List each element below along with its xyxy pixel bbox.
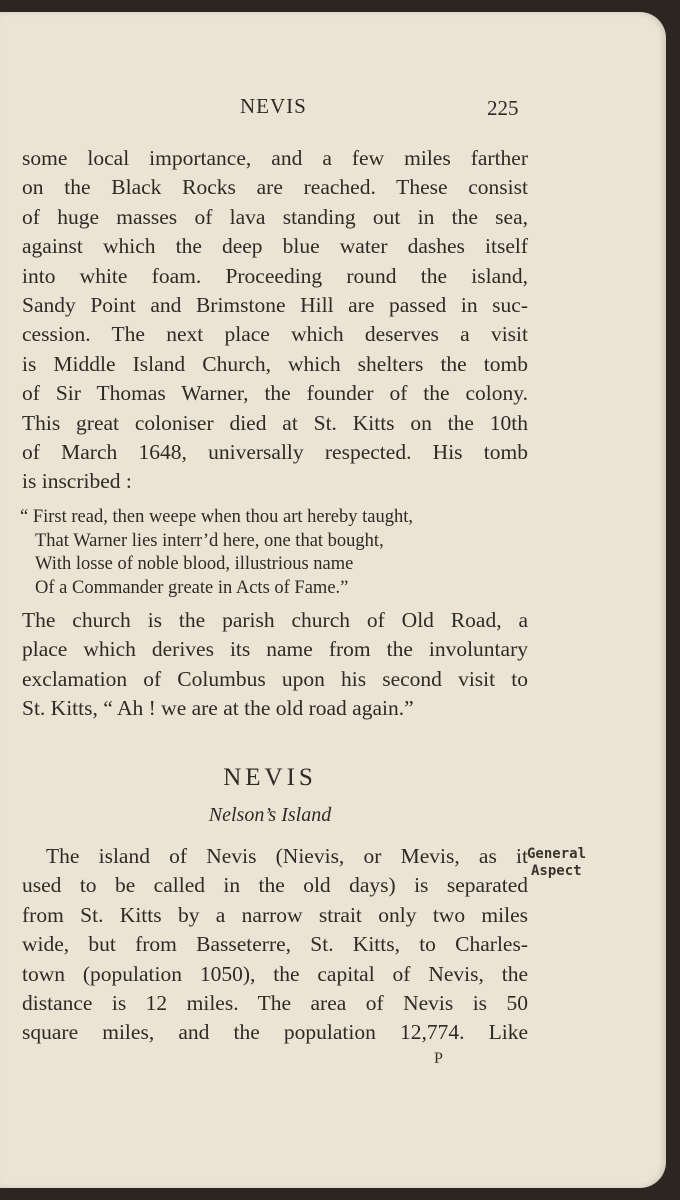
text-line: used to be called in the old days) is separated <box>22 873 528 898</box>
text-line: from St. Kitts by a narrow strait only two miles <box>22 902 528 927</box>
text-line: St. Kitts, “ Ah ! we are at the old road again.” <box>22 696 414 721</box>
paragraph-church <box>22 144 528 497</box>
page-number: 225 <box>487 96 519 120</box>
text-line: exclamation of Columbus upon his second visit to <box>22 666 528 691</box>
text-line: of March 1648, universally respected. His tomb <box>22 440 528 465</box>
text-line: The church is the parish church of Old Road, a <box>22 608 528 632</box>
verse-line: That Warner lies interr’d here, one that bought, <box>35 530 384 551</box>
margin-note-line: General <box>527 846 587 862</box>
paragraph-old-road <box>22 606 528 724</box>
section-subtitle: Nelson’s Island <box>208 804 332 826</box>
text-line: of huge masses of lava standing out in the sea, <box>22 204 528 229</box>
text-line: some local importance, and a few miles farther <box>22 146 528 170</box>
text-line: cession. The next place which deserves a visit <box>22 322 528 347</box>
text-line: town (population 1050), the capital of Nevis, the <box>22 961 528 986</box>
margin-note <box>527 846 586 880</box>
text-line: against which the deep blue water dashes itself <box>22 234 528 259</box>
text-line: This great coloniser died at St. Kitts on the 10th <box>22 410 528 435</box>
text-line: square miles, and the population 12,774. Like <box>22 1020 528 1045</box>
text-line: on the Black Rocks are reached. These consist <box>22 175 528 200</box>
text-line: of Sir Thomas Warner, the founder of the colony. <box>22 381 528 406</box>
text-line: Sandy Point and Brimstone Hill are passed in suc- <box>22 293 528 318</box>
verse-line: “ First read, then weepe when thou art hereby taught, <box>20 507 413 527</box>
text-line: place which derives its name from the involuntary <box>22 637 528 662</box>
book-page <box>0 12 666 1188</box>
verse-line: With losse of noble blood, illustrious name <box>35 554 354 575</box>
text-line: wide, but from Basseterre, St. Kitts, to Charles- <box>22 932 528 957</box>
paragraph-nevis <box>22 842 528 1048</box>
margin-note-line: Aspect <box>531 863 582 879</box>
verse-line: Of a Commander greate in Acts of Fame.” <box>35 577 349 598</box>
text-line: into white foam. Proceeding round the island, <box>22 263 528 288</box>
text-line: The island of Nevis (Nievis, or Mevis, as it <box>46 844 528 868</box>
text-line: is inscribed : <box>22 469 132 494</box>
text-line: distance is 12 miles. The area of Nevis is 50 <box>22 991 528 1016</box>
page-header <box>0 94 666 124</box>
text-line: is Middle Island Church, which shelters the tomb <box>22 351 528 376</box>
running-head: NEVIS <box>240 94 307 118</box>
signature-mark: P <box>434 1050 443 1067</box>
tomb-inscription <box>20 506 413 600</box>
section-title: NEVIS <box>223 764 317 791</box>
